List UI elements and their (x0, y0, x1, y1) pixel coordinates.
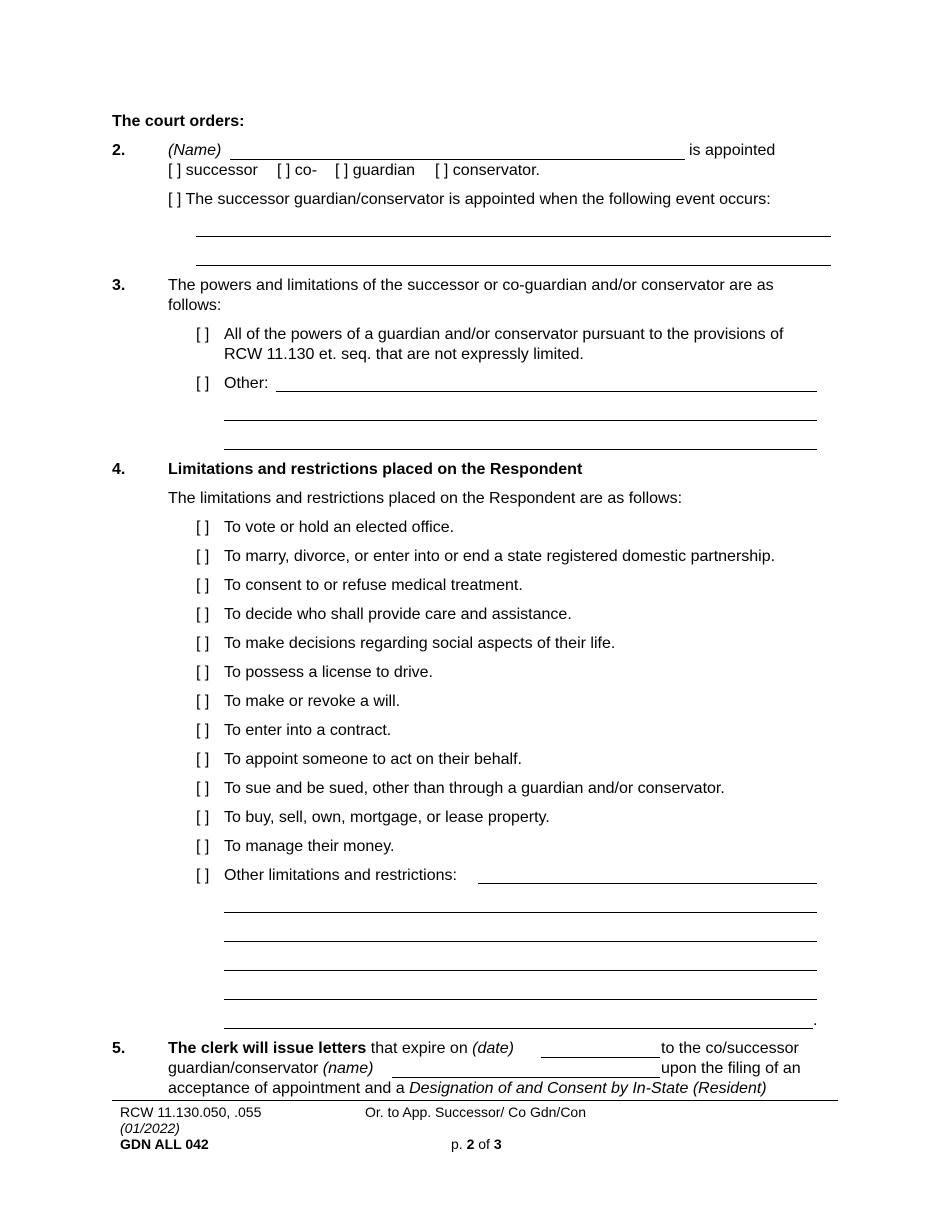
page-prefix: p. (451, 1136, 463, 1152)
checkbox-bracket: [ ] (435, 162, 449, 179)
successor-checkbox[interactable] (168, 161, 258, 181)
limitation-checkbox[interactable]: [ ] (196, 635, 210, 652)
checkbox-bracket: [ ] (168, 191, 182, 208)
co-checkbox[interactable] (277, 161, 317, 181)
other-powers-input-line[interactable] (224, 449, 817, 450)
limitation-item-label: To possess a license to drive. (224, 664, 433, 681)
section-5-line-1 (168, 1039, 514, 1059)
name-input-line[interactable] (230, 159, 685, 160)
checkbox-bracket: [ ] (335, 162, 349, 179)
limitation-item-label: To marry, divorce, or enter into or end a state registered domestic partnership. (224, 548, 776, 565)
designation-text: Designation of and Consent by In-State (Resident) (409, 1080, 767, 1097)
successor-event-checkbox[interactable] (168, 190, 771, 210)
page-current: 2 (466, 1136, 475, 1152)
event-input-line[interactable] (196, 265, 831, 266)
name-input-line[interactable] (392, 1077, 660, 1078)
is-appointed-text: is appointed (689, 142, 776, 159)
other-powers-input-line[interactable] (224, 420, 817, 421)
powers-text-line: The powers and limitations of the successor or co-guardian and/or conservator are as (168, 277, 774, 294)
section-3-number: 3. (112, 277, 126, 294)
event-input-line[interactable] (196, 236, 831, 237)
name-label: (Name) (168, 142, 222, 159)
guardian-checkbox[interactable] (335, 161, 415, 181)
limitation-item-label: Other limitations and restrictions: (224, 867, 457, 884)
limitation-checkbox[interactable]: [ ] (196, 867, 210, 884)
limitation-item-label: To sue and be sued, other than through a guardian and/or conservator. (224, 780, 725, 797)
other-limitations-input-line[interactable] (478, 883, 817, 884)
name-label: (name) (322, 1060, 374, 1077)
guardian-label: guardian (352, 162, 416, 179)
limitation-checkbox[interactable]: [ ] (196, 519, 210, 536)
limitation-checkbox[interactable]: [ ] (196, 838, 210, 855)
other-limitations-input-line[interactable] (224, 970, 817, 971)
other-limitations-input-line[interactable] (224, 912, 817, 913)
section-2-number: 2. (112, 142, 126, 159)
limitation-checkbox[interactable]: [ ] (196, 548, 210, 565)
section-4-number: 4. (112, 461, 126, 478)
limitation-item-label: To appoint someone to act on their behalf. (224, 751, 522, 768)
all-powers-text: RCW 11.130 et. seq. that are not expressly limited. (224, 346, 584, 363)
limitation-item-label: To make or revoke a will. (224, 693, 401, 710)
limitation-item-label: To make decisions regarding social aspects of their life. (224, 635, 616, 652)
successor-label: successor (185, 162, 258, 179)
other-powers-input-line[interactable] (276, 391, 817, 392)
clerk-letters-bold: The clerk will issue letters (168, 1040, 367, 1057)
limitation-item-label: To vote or hold an elected office. (224, 519, 455, 536)
other-limitations-input-line[interactable] (224, 941, 817, 942)
checkbox-bracket: [ ] (277, 162, 291, 179)
limitation-item-label: To enter into a contract. (224, 722, 392, 739)
expiration-date-input-line[interactable] (541, 1057, 660, 1058)
page-total: 3 (493, 1136, 502, 1152)
limitation-item-label: To consent to or refuse medical treatment. (224, 577, 523, 594)
section-4-intro: The limitations and restrictions placed on the Respondent are as follows: (168, 490, 683, 507)
court-orders-heading: The court orders: (112, 113, 245, 130)
limitation-checkbox[interactable]: [ ] (196, 722, 210, 739)
co-label: co- (294, 162, 318, 179)
section-5-line-3 (168, 1079, 767, 1099)
limitation-checkbox[interactable]: [ ] (196, 693, 210, 710)
conservator-checkbox[interactable] (435, 161, 540, 181)
other-limitations-input-line[interactable] (224, 1028, 813, 1029)
section-4-title: Limitations and restrictions placed on the Respondent (168, 461, 583, 478)
expire-text: that expire on (370, 1040, 468, 1057)
successor-event-text: The successor guardian/conservator is appointed when the following event occurs: (185, 191, 771, 208)
other-powers-checkbox[interactable]: [ ] (196, 375, 210, 392)
date-label: (date) (472, 1040, 514, 1057)
page-of: of (478, 1136, 490, 1152)
footer-divider (112, 1100, 838, 1101)
closing-period: . (813, 1012, 818, 1029)
footer-page-number (451, 1135, 502, 1153)
limitation-item-label: To manage their money. (224, 838, 395, 855)
footer-rcw: RCW 11.130.050, .055 (120, 1104, 262, 1120)
acceptance-text: acceptance of appointment and a (168, 1080, 405, 1097)
section-5-number: 5. (112, 1040, 126, 1057)
checkbox-bracket: [ ] (168, 162, 182, 179)
limitation-checkbox[interactable]: [ ] (196, 577, 210, 594)
limitation-checkbox[interactable]: [ ] (196, 780, 210, 797)
guardian-conservator-text: guardian/conservator (168, 1060, 319, 1077)
other-limitations-input-line[interactable] (224, 999, 817, 1000)
upon-filing-text: upon the filing of an (661, 1060, 801, 1077)
footer-form-title: Or. to App. Successor/ Co Gdn/Con (365, 1104, 586, 1120)
all-powers-text: All of the powers of a guardian and/or conservator pursuant to the provisions of (224, 326, 784, 343)
other-powers-label: Other: (224, 375, 269, 392)
conservator-label: conservator. (452, 162, 540, 179)
limitation-checkbox[interactable]: [ ] (196, 751, 210, 768)
limitation-item-label: To buy, sell, own, mortgage, or lease property. (224, 809, 550, 826)
section-5-line-2 (168, 1059, 373, 1079)
footer-revision-date: (01/2022) (120, 1120, 180, 1136)
limitation-checkbox[interactable]: [ ] (196, 606, 210, 623)
limitation-checkbox[interactable]: [ ] (196, 809, 210, 826)
limitation-item-label: To decide who shall provide care and assistance. (224, 606, 572, 623)
to-co-successor-text: to the co/successor (661, 1040, 799, 1057)
powers-text-line: follows: (168, 297, 222, 314)
all-powers-checkbox[interactable]: [ ] (196, 326, 210, 343)
footer-form-id: GDN ALL 042 (120, 1136, 209, 1152)
limitation-checkbox[interactable]: [ ] (196, 664, 210, 681)
